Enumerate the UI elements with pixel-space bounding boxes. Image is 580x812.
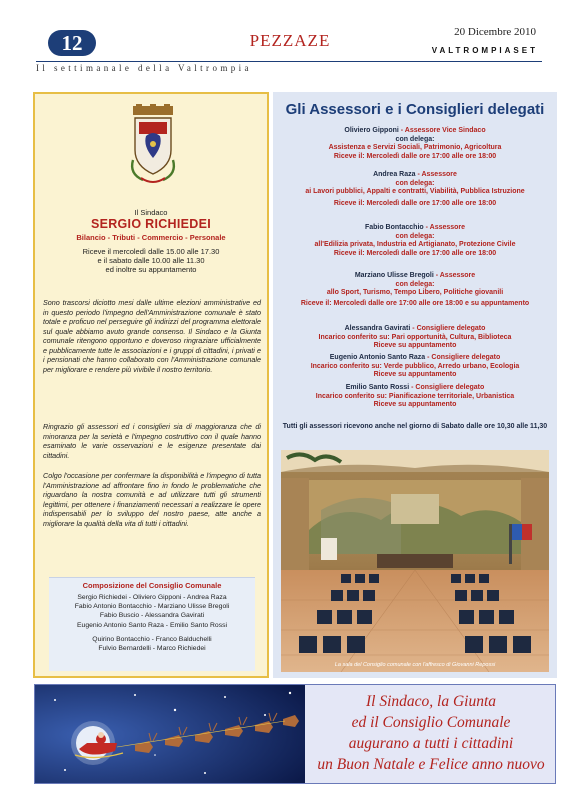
council-line: Fabio Buscio - Alessandra Gavirati — [99, 612, 205, 620]
delegate-hours: Riceve il: Mercoledì dalle ore 17:00 alle ore 18:00 — [333, 199, 497, 207]
delegate-hours: Riceve il: Mercoledì dalle ore 17:00 alle ore 18:00 e su appuntamento — [300, 299, 530, 307]
council-list — [49, 593, 255, 653]
mayor-hours-line: Riceve il mercoledì dalle 15.00 alle 17.30 — [82, 247, 220, 256]
delegate-name: Eugenio Antonio Santo Raza — [329, 354, 426, 361]
page-number: 12 — [48, 30, 96, 56]
council-line: Quirino Bontacchio - Franco Balduchelli — [92, 635, 212, 643]
header-subtitle: Il settimanale della Valtrompia — [36, 63, 252, 73]
council-hall-image — [281, 450, 549, 672]
delegate-entry: Andrea Raza - Assessore con delega: ai Lavori pubblici, Appalti e contratti, Viabilità, Pubblica Istruzione Riceve il: Mercoledì dalle ore 17:00 alle ore 18:00 — [273, 171, 557, 208]
greeting-line: Il Sindaco, la Giunta — [365, 693, 497, 710]
delegate-line: allo Sport, Turismo, Tempo Libero, Politiche giovanili — [326, 289, 504, 297]
mayor-panel — [33, 92, 269, 678]
santa-sleigh-illustration — [35, 685, 305, 784]
letter-paragraph: Colgo l'occasione per confermare la disponibilità e l'impegno di tutta l'Amministrazione ad affrontare fino in fondo le problematiche che riguardano la nostra comunità e ad utilizzare tutti gli strumenti legittimi, per ottenere i finanziamenti necessari a realizzare le opere indispensabili per lo sviluppo del nostro paese, atte anche a migliorare la qualità della vita di tutti i cittadini. — [43, 471, 261, 528]
header-rule — [36, 61, 542, 62]
municipal-crest-icon — [127, 104, 179, 190]
assessori-title: Gli Assessori e i Consiglieri delegati — [285, 101, 545, 118]
delegate-role: Consigliere delegato — [431, 354, 501, 361]
delegate-line: Incarico conferito su: Verde pubblico, Arredo urbano, Ecologia — [310, 362, 520, 370]
issue-date: 20 Dicembre 2010 — [454, 26, 536, 38]
delegate-line: Assistenza e Servizi Sociali, Patrimonio, Agricoltura — [328, 144, 502, 152]
delegate-line: Incarico conferito su: Pianificazione territoriale, Urbanistica — [315, 392, 515, 400]
council-title: Composizione del Consiglio Comunale — [82, 581, 222, 590]
delegate-name: Oliviero Gipponi — [344, 127, 399, 134]
delegate-role: Assessore — [439, 272, 476, 279]
council-line: Sergio Richiedei - Oliviero Gipponi - Andrea Raza — [77, 594, 227, 601]
delegate-line: Riceve su appuntamento — [373, 342, 457, 350]
greeting-line: un Buon Natale e Felice anno nuovo — [317, 756, 545, 773]
greeting-line: augurano a tutti i cittadini — [348, 735, 514, 752]
mayor-label: Il Sindaco — [134, 208, 168, 217]
council-line: Eugenio Antonio Santo Raza - Emilio Santo Rossi — [77, 621, 227, 629]
delegate-hours: Riceve il: Mercoledì dalle ore 17:00 alle ore 18:00 — [333, 249, 497, 257]
delegate-role: Assessore Vice Sindaco — [404, 127, 486, 134]
delegate-name: Alessandra Gavirati — [344, 325, 411, 332]
council-composition — [49, 577, 255, 671]
delegate-line: Riceve su appuntamento — [373, 371, 457, 379]
delegate-role: Consigliere delegato — [415, 384, 485, 391]
assessori-panel — [273, 92, 557, 678]
letter-paragraph: Ringrazio gli assessori ed i consiglieri sia di maggioranza che di minoranza per la serietà e l'impegno costruttivo con il quale hanno esaminato le varie osservazioni e le esigenze presentate dai cittadini. — [43, 422, 261, 460]
delegate-entry: Emilio Santo Rossi - Consigliere delegato Incarico conferito su: Pianificazione territoriale, Urbanistica Riceve su appuntamento — [273, 384, 557, 410]
delegate-hours: Riceve il: Mercoledì dalle ore 17:00 alle ore 18:00 — [333, 152, 497, 160]
photo-caption: La sala del Consiglio comunale con l'affresco di Giovanni Repossi — [334, 662, 496, 668]
delegate-name: Marziano Ulisse Bregoli — [354, 272, 434, 279]
greeting-line: ed il Consiglio Comunale — [351, 714, 511, 731]
delegate-name: Emilio Santo Rossi — [345, 384, 410, 391]
mayor-hours-line: e il sabato dalle 10.00 alle 11.30 — [97, 256, 205, 265]
delegate-name: Fabio Bontacchio — [364, 224, 424, 231]
masthead: VALTROMPIASET — [431, 46, 538, 55]
delegate-line: Riceve su appuntamento — [373, 401, 457, 409]
delegate-line: Incarico conferito su: Pari opportunità, Cultura, Biblioteca — [318, 333, 512, 341]
council-hall-photo — [281, 450, 549, 672]
delegate-line: ai Lavori pubblici, Appalti e contratti, Viabilità, Pubblica Istruzione — [305, 188, 525, 196]
publication-name: PEZZAZE — [249, 31, 331, 50]
delegate-line: all'Edilizia privata, Industria ed Artigianato, Protezione Civile — [314, 241, 516, 249]
delegate-entry: Marziano Ulisse Bregoli - Assessore con delega: allo Sport, Turismo, Tempo Libero, Politiche giovanili Riceve il: Mercoledì dalle ore 17:00 alle ore 18:00 e su appuntamento — [273, 272, 557, 308]
mayor-hours-line: ed inoltre su appuntamento — [105, 265, 197, 274]
mayor-name: SERGIO RICHIEDEI — [90, 217, 212, 231]
delegate-line: con delega: — [395, 179, 435, 187]
delegate-role: Consigliere delegato — [416, 325, 486, 332]
greeting-box — [305, 685, 556, 784]
delegate-entry: Fabio Bontacchio - Assessore con delega: all'Edilizia privata, Industria ed Artigianato, Protezione Civile Riceve il: Mercoledì dalle ore 17:00 alle ore 18:00 — [273, 224, 557, 258]
saturday-note: Tutti gli assessori ricevono anche nel giorno di Sabato dalle ore 10,30 alle 11,30 — [282, 423, 548, 430]
delegate-name: Andrea Raza — [373, 171, 416, 178]
delegate-line: con delega: — [395, 135, 435, 143]
letter-paragraph: Sono trascorsi diciotto mesi dalle ultime elezioni amministrative ed in questo periodo l'impegno dell'Amministrazione comunale è stato totale e proficuo nel perseguire gli indirizzi del programma elettorale sul quale abbiamo avuto grande consenso. Il Sindaco e la Giunta comunale ritengono opportuno e doveroso ringraziare ufficialmente e pubblicamente tutte le associazioni e i gruppi di cittadini, i privati e i pensionati che hanno collaborato con l'Amministrazione comunale per migliorare e rendere più vivibile il nostro territorio. — [43, 298, 261, 374]
delegate-line: con delega: — [395, 232, 435, 240]
delegate-line: con delega: — [395, 280, 435, 288]
delegate-role: Assessore — [421, 171, 457, 178]
christmas-banner — [34, 684, 556, 784]
council-line: Fulvio Bernardelli - Marco Richiedei — [98, 645, 206, 653]
council-line: Fabio Antonio Bontacchio - Marziano Ulisse Bregoli — [74, 603, 230, 611]
delegate-role: Assessore — [429, 224, 466, 231]
mayor-hours — [35, 247, 267, 274]
mayor-roles: Bilancio - Tributi - Commercio - Personale — [76, 233, 226, 242]
delegate-entry: Alessandra Gavirati - Consigliere delegato Incarico conferito su: Pari opportunità, Cultura, Biblioteca Riceve su appuntamento — [273, 325, 557, 351]
delegate-entry: Oliviero Gipponi - Assessore Vice Sindaco con delega: Assistenza e Servizi Sociali, Patrimonio, Agricoltura Riceve il: Mercoledì dalle ore 17:00 alle ore 18:00 — [273, 127, 557, 161]
delegate-entry: Eugenio Antonio Santo Raza - Consigliere delegato Incarico conferito su: Verde pubblico, Arredo urbano, Ecologia Riceve su appuntamento — [273, 354, 557, 380]
